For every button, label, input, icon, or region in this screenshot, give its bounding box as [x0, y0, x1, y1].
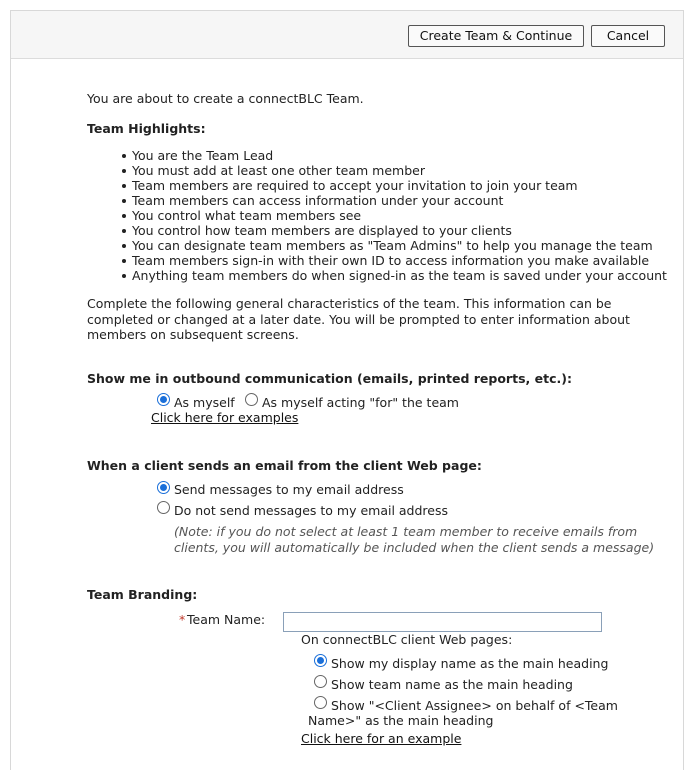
intro-text: You are about to create a connectBLC Team.	[87, 91, 364, 106]
required-marker: *	[179, 612, 186, 627]
list-item: You control what team members see	[132, 208, 667, 223]
display-name-label[interactable]: Show my display name as the main heading	[331, 656, 609, 671]
outbound-heading: Show me in outbound communication (emails, printed reports, etc.):	[87, 371, 572, 386]
as-myself-radio[interactable]	[157, 393, 170, 406]
no-send-messages-label[interactable]: Do not send messages to my email address	[174, 503, 449, 518]
email-note: (Note: if you do not select at least 1 team member to receive emails from clients, you will automatically be included when the client sends a message)	[174, 524, 655, 555]
web-pages-label: On connectBLC client Web pages:	[301, 632, 513, 647]
team-name-heading-radio[interactable]	[314, 675, 327, 688]
team-name-heading-label[interactable]: Show team name as the main heading	[331, 677, 573, 692]
acting-for-team-label[interactable]: As myself acting "for" the team	[262, 395, 459, 410]
team-name-label: Team Name:	[187, 612, 266, 627]
highlights-heading: Team Highlights:	[87, 121, 206, 136]
highlights-list	[132, 148, 667, 283]
acting-for-team-radio[interactable]	[245, 393, 258, 406]
list-item: You control how team members are displayed to your clients	[132, 223, 667, 238]
list-item: You must add at least one other team member	[132, 163, 667, 178]
examples-link[interactable]: Click here for examples	[151, 410, 299, 425]
toolbar	[11, 11, 683, 59]
assignee-heading-label-line2[interactable]: Name>" as the main heading	[308, 713, 494, 728]
assignee-heading-radio[interactable]	[314, 696, 327, 709]
list-item: Team members can access information under your account	[132, 193, 667, 208]
send-messages-radio[interactable]	[157, 481, 170, 494]
create-team-continue-button[interactable]: Create Team & Continue	[408, 25, 584, 47]
general-instructions: Complete the following general characteristics of the team. This information can be completed or changed at a later date. You will be prompted to enter information about members on subsequent screens.	[87, 296, 630, 342]
list-item: Team members sign-in with their own ID to access information you make available	[132, 253, 667, 268]
example-link[interactable]: Click here for an example	[301, 731, 462, 746]
list-item: You can designate team members as "Team Admins" to help you manage the team	[132, 238, 667, 253]
team-name-input[interactable]	[283, 612, 602, 632]
list-item: Team members are required to accept your invitation to join your team	[132, 178, 667, 193]
assignee-heading-label-line1[interactable]: Show "<Client Assignee> on behalf of <Team	[331, 698, 618, 713]
send-messages-label[interactable]: Send messages to my email address	[174, 482, 404, 497]
list-item: You are the Team Lead	[132, 148, 667, 163]
display-name-radio[interactable]	[314, 654, 327, 667]
client-email-heading: When a client sends an email from the client Web page:	[87, 458, 482, 473]
as-myself-label[interactable]: As myself	[174, 395, 235, 410]
no-send-messages-radio[interactable]	[157, 501, 170, 514]
list-item: Anything team members do when signed-in as the team is saved under your account	[132, 268, 667, 283]
branding-heading: Team Branding:	[87, 587, 198, 602]
cancel-button[interactable]: Cancel	[591, 25, 665, 47]
